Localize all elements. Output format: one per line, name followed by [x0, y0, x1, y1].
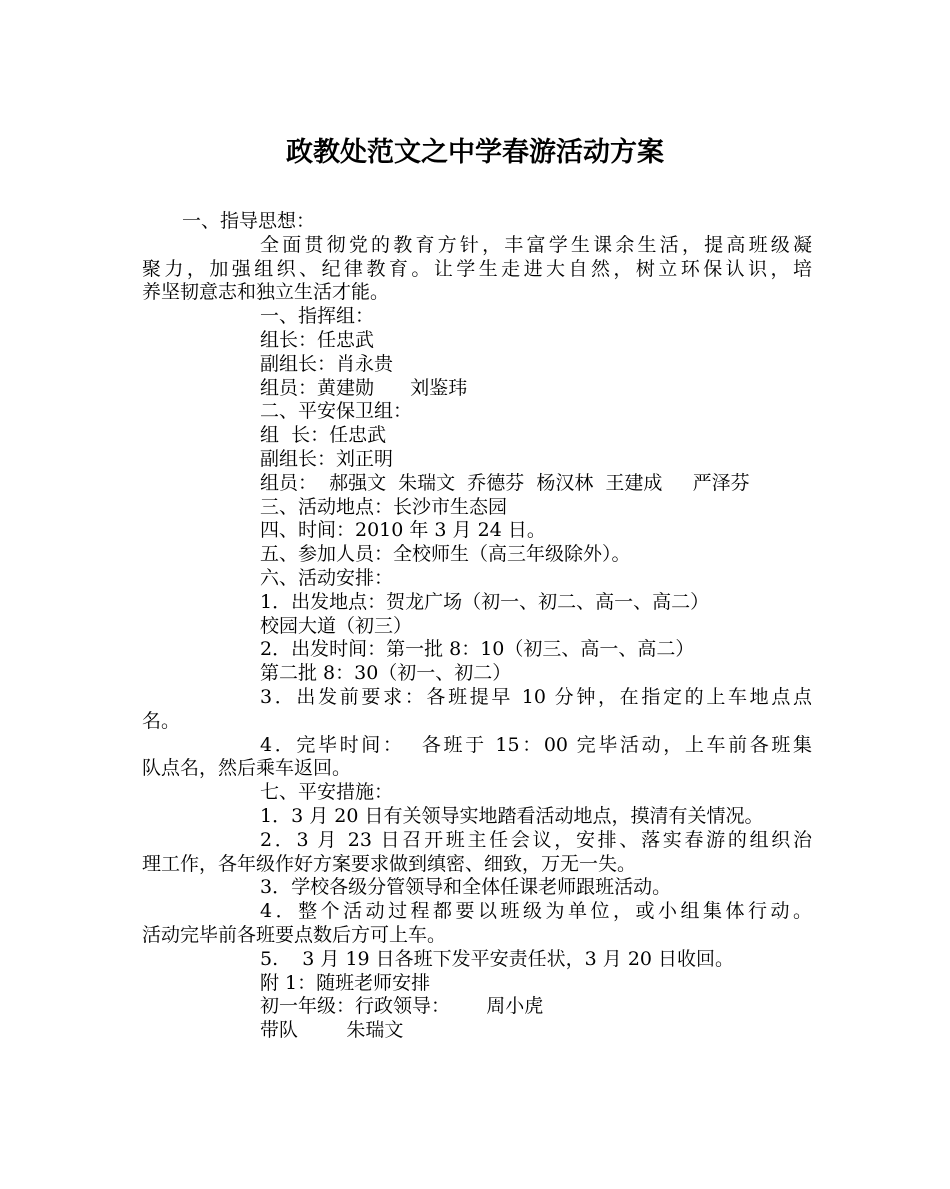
section-heading: 五、参加人员：全校师生（高三年级除外）。 [260, 543, 631, 566]
document-body [142, 210, 812, 1043]
section-heading: 一、指挥组： [260, 305, 375, 328]
section-heading: 四、时间：2010 年 3 月 24 日。 [260, 519, 546, 542]
list-item: 3．出发前要求：各班提早 10 分钟，在指定的上车地点点 [260, 685, 812, 708]
list-item: 4．整个活动过程都要以班级为单位，或小组集体行动。 [260, 900, 812, 923]
list-item: 初一年级：行政领导： 周小虎 [260, 995, 544, 1018]
list-item: 1．出发地点：贺龙广场（初一、初二、高一、高二） [260, 590, 710, 613]
list-item: 组 长：任忠武 [260, 424, 387, 447]
list-item: 组员： 郝强文 朱瑞文 乔德芬 杨汉林 王建成 严泽芬 [260, 471, 750, 494]
list-item: 第二批 8：30（初一、初二） [260, 662, 512, 685]
section-heading: 七、平安措施： [260, 781, 394, 804]
list-item: 副组长：肖永贵 [260, 352, 394, 375]
list-item-continuation: 活动完毕前各班要点数后方可上车。 [142, 923, 447, 946]
list-item: 2．出发时间：第一批 8：10（初三、高一、高二） [260, 638, 695, 661]
list-item: 副组长：刘正明 [260, 447, 394, 470]
paragraph-line: 养坚韧意志和独立生活才能。 [142, 281, 390, 304]
list-item: 4．完毕时间： 各班于 15：00 完毕活动，上车前各班集 [260, 733, 812, 756]
list-item: 5. 3 月 19 日各班下发平安责任状，3 月 20 日收回。 [260, 947, 735, 970]
list-item: 2．3 月 23 日召开班主任会议，安排、落实春游的组织治 [260, 828, 812, 851]
list-item: 校园大道（初三） [260, 614, 413, 637]
section-heading: 三、活动地点：长沙市生态园 [260, 495, 508, 518]
list-item-continuation: 名。 [142, 709, 181, 732]
paragraph-line: 全面贯彻党的教育方针，丰富学生课余生活，提高班级凝 [260, 233, 812, 256]
section-heading: 六、活动安排： [260, 566, 394, 589]
list-item: 组长：任忠武 [260, 328, 375, 351]
appendix-heading: 附 1：随班老师安排 [260, 971, 431, 994]
paragraph-line: 聚力，加强组织、纪律教育。让学生走进大自然，树立环保认识，培 [142, 257, 812, 280]
list-item: 3．学校各级分管领导和全体任课老师跟班活动。 [260, 876, 672, 899]
list-item: 1．3 月 20 日有关领导实地踏看活动地点，摸清有关情况。 [260, 804, 764, 827]
list-item-continuation: 理工作，各年级作好方案要求做到缜密、细致，万无一失。 [142, 852, 637, 875]
document-title: 政教处范文之中学春游活动方案 [286, 137, 664, 168]
section-heading: 二、平安保卫组： [260, 400, 413, 423]
section-heading: 一、指导思想： [182, 210, 316, 232]
list-item-continuation: 队点名，然后乘车返回。 [142, 757, 352, 780]
list-item: 组员：黄建勋 刘鉴玮 [260, 376, 468, 399]
list-item: 带队 朱瑞文 [260, 1019, 404, 1042]
